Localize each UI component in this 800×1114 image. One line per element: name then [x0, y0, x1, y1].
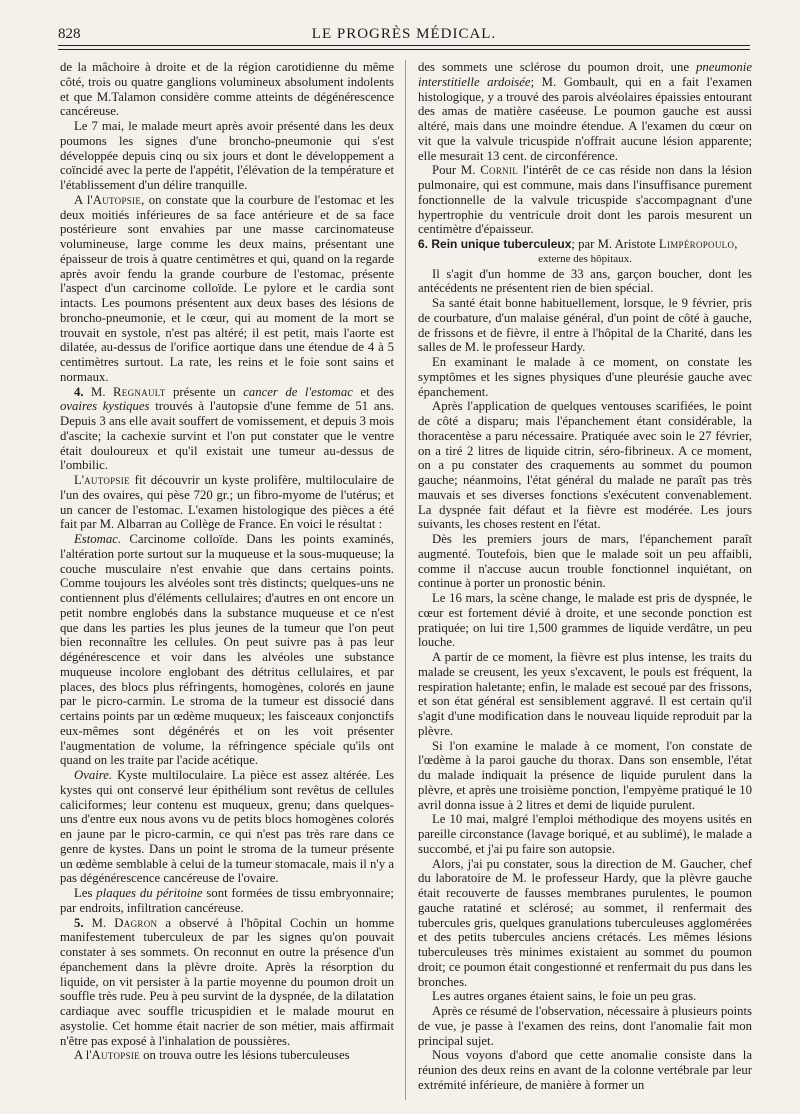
text-run: L'	[74, 473, 85, 487]
text-run: trouvés à l'autopsie d'une femme de 51 ans. Depuis 3 ans elle avait souffert de vomissement, et depuis 3 mois d'ascite; la cachexie survint et l'on put constater que le ventre était douloureux et qu'il existait une tumeur au-dessus de l'ombilic.	[60, 399, 394, 473]
page-header	[58, 24, 750, 44]
italic-term: ovaires kystiques	[60, 399, 150, 414]
text-run: M.	[83, 384, 113, 399]
text-run: , on constate que la courbure de l'estomac et les deux moitiés inférieures de sa face antérieure et de sa face postérieure sont envahies par une masse carcinomateuse volumineuse, large comme les deux mains, présentant une épaisseur de trois à quatre centimètres et qui, quand on la regarde après avoir fendu la grande courbure de l'estomac, présente l'aspect d'un carcinome colloïde. Le pylore et le cardia sont intacts. Les poumons présentent aux deux bases des lésions de broncho-pneumonie, et le cœur, qui au moment de la mort se trouvait en systole, n'est pas altéré; il est petit, mais l'aorte est dilatée, au-dessus de l'orifice aortique dans une étendue de 4 à 5 centimètres surtout. La rate, les reins et le foie sont sains et normaux.	[60, 192, 394, 384]
paragraph: Après l'application de quelques ventouses scarifiées, le point de côté a disparu; mais l'épanchement étant considérable, la thoracentèse a paru nécessaire. Pratiquée avec soin le 27 février, on a tiré 2 litres de liquide citrin, séro-fibrineux. A ce moment, on a pu constater des craquements au sommet du poumon gauche; néanmoins, l'état général du malade ne paraît pas très mauvais et ses diverses fonctions s'exécutent convenablement. La dyspnée fait défaut et la fièvre est modérée. Les jours suivants, les choses restent en l'état.	[418, 399, 752, 532]
section-number: 6.	[418, 237, 429, 251]
paragraph: Alors, j'ai pu constater, sous la direction de M. Gaucher, chef du laboratoire de M. le professeur Hardy, que la plèvre gauche était recouverte de fausses membranes purulentes, le poumon gauche ratatiné et sclérosé; au sommet, il renfermait des tubercules gris, quelques granulations tuberculeuses agglomérées et des petits tubercules anciens crétacés. Les mêmes lésions tuberculeuses très minimes existaient au sommet du poumon droit; ce poumon était congestionné et renfermait du pus dans les bronches.	[418, 856, 752, 989]
italic-term: pneumonie interstitielle ardoisée	[418, 60, 752, 89]
header-rule-thin	[58, 49, 750, 50]
paragraph	[60, 1048, 394, 1063]
section-heading: Rein unique tuberculeux	[428, 237, 572, 251]
paragraph: Si l'on examine le malade à ce moment, l'on constate de l'œdème à la paroi gauche du thorax. Dans son ensemble, l'état du malade indiquait la présence de liquide purulent dans la plèvre, et après une troisième ponction, l'empyème pratiqué le 10 avril donna issue à 2 litres et demi de liquide purulent.	[418, 738, 752, 812]
smallcaps-term: autopsie	[84, 473, 130, 487]
column-divider	[405, 60, 406, 1100]
text-run: présente un	[165, 384, 244, 399]
text-run: sont formées de tissu embryonnaire; par endroits, infiltration cancéreuse.	[60, 886, 394, 915]
paragraph: Le 16 mars, la scène change, le malade est pris de dyspnée, le cœur est fortement dévié à droite, et une seconde ponction est pratiquée; on lui tire 1,500 grammes de liquide verdâtre, un peu louche.	[418, 591, 752, 650]
text-run: ; par M. Aristote	[571, 237, 659, 251]
header-rule	[58, 45, 750, 46]
paragraph: Le 7 mai, le malade meurt après avoir présenté dans les deux poumons les signes d'une broncho-pneumonie qui s'est développée depuis cinq ou six jours et dont le développement a coïncidé avec la perte de l'appétit, l'élévation de la température et l'établissement d'un délire tranquille.	[60, 119, 394, 192]
text-run: A l'	[74, 192, 93, 207]
section-4-paragraph	[60, 385, 394, 474]
text-run: A l'	[74, 1048, 92, 1063]
text-run: Pour M.	[432, 163, 481, 178]
text-run: Kyste multiloculaire. La pièce est assez altérée. Les kystes qui ont conservé leur épithélium sont revêtus de cellules caliciformes; leur contenu est muqueux, grenu; dans quelques-uns d'entre eux nous avons vu de petits blocs homogènes colorés en jaune par le picro-carmin, ce qui n'est pas très rare dans ce genre de kystes. Dans un point le stroma de la tumeur présente un œdème semblable à celui de la tumeur stomacale, mais il n'y a pas dégénérescence cancéreuse de l'ovaire.	[60, 768, 394, 886]
italic-term: Ovaire.	[74, 768, 113, 782]
author-affiliation: externe des hôpitaux.	[538, 252, 632, 265]
italic-term: cancer de l'estomac	[243, 384, 353, 399]
paragraph	[60, 473, 394, 532]
text-run: Les	[74, 886, 97, 900]
text-run: l'intérêt de ce cas réside non dans la lésion pulmonaire, qui est commune, mais dans l'insuffisance purement fonctionnelle de la valvule tricuspide s'accompagnant d'une hypertrophie du ventricule droit dont les parois mesurent un centimètre d'épaisseur.	[418, 163, 752, 237]
paragraph	[418, 60, 752, 163]
smallcaps-term: Autopsie	[92, 192, 142, 207]
paragraph	[60, 768, 394, 886]
page-number: 828	[58, 26, 81, 42]
paragraph: A partir de ce moment, la fièvre est plus intense, les traits du malade se creusent, les yeux s'excavent, le pouls est fréquent, la respiration haletante; enfin, le malade est secoué par des frissons, et son état général est sensiblement aggravé. Il est certain qu'il s'agit d'une modification dans le nouveau liquide reproduit par la plèvre.	[418, 650, 752, 738]
left-column	[60, 60, 394, 1106]
italic-term: plaques du péritoine	[96, 886, 203, 900]
paragraph: de la mâchoire à droite et de la région carotidienne du même côté, trois ou quatre ganglions volumineux absolument indolents et que M.Talamon considère comme atteints de dégénérescence cancéreuse.	[60, 60, 394, 119]
author-name: Cornil	[480, 163, 519, 178]
smallcaps-term: Autopsie	[91, 1048, 140, 1063]
text-run: M.	[83, 915, 115, 930]
text-run: fit découvrir un kyste prolifère, multiloculaire de l'un des ovaires, qui pèse 720 gr.; un fibro-myome de l'utérus; et un cancer de l'estomac. L'examen histologique des pièces a été fait par M. Albarran au Collège de France. En voici le résultat :	[60, 473, 394, 532]
text-run: a observé à l'hôpital Cochin un homme manifestement tuberculeux de par les signes qu'on pouvait constater à ses sommets. On reconnut en outre la présence d'un épanchement dans la plèvre droite. Après la résorption du liquide, on vit persister à la partie moyenne du poumon droit un souffle très rude. Peu à peu survint de la dyspnée, de la dilatation cardiaque avec souffle tricuspidien et le malade mourut en asystolie. Cet homme était nacrier de son métier, mais affirmait n'être pas exposé à l'inhalation de poussières.	[60, 915, 394, 1048]
text-run: Carcinome colloïde. Dans les points examinés, l'altération porte surtout sur la muqueuse et la sous-muqueuse; la couche musculaire n'est envahie que dans certains points. Comme toujours les alvéoles sont très distincts; quelques-uns ne contiennent plus d'éléments cellulaires; d'autres en ont encore un petit nombre englobés dans la substance muqueuse et ce n'est que dans les parties les plus jeunes de la tumeur que l'on peut bien reconnaître les cellules. On peut suivre pas à pas leur dégénérescence et voir dans les alvéoles une substance muqueuse incolore englobant des détritus cellulaires, et par places, des blocs plus réfringents, homogènes, colorés en jaune par le picro-carmin. Le stroma de la tumeur est dissocié dans certains points par un œdème muqueux; les faisceaux conjonctifs eux-mêmes sont dégénérés et on les voit présenter l'augmentation de volume, la réfringence spéciale qu'ils ont quand on les traite par l'acide acétique.	[60, 532, 394, 768]
author-name: Limpéropoulo	[658, 237, 735, 251]
paragraph: En examinant le malade à ce moment, on constate les symptômes et les signes physiques d'une pleurésie gauche avec épanchement.	[418, 355, 752, 399]
paragraph: Nous voyons d'abord que cette anomalie consiste dans la réunion des deux reins en avant de la colonne vertébrale par leur extrémité inférieure, de manière à former un	[418, 1048, 752, 1092]
paragraph	[60, 886, 394, 916]
running-title: LE PROGRÈS MÉDICAL.	[311, 26, 497, 42]
section-number: 5.	[74, 915, 84, 930]
paragraph: Après ce résumé de l'observation, nécessaire à plusieurs points de vue, je passe à l'examen des reins, dont l'anomalie fait mon principal sujet.	[418, 1004, 752, 1048]
paragraph	[418, 163, 752, 237]
paragraph: Il s'agit d'un homme de 33 ans, garçon boucher, dont les antécédents ne présentent rien de bien spécial.	[418, 266, 752, 296]
text-run: des sommets une sclérose du poumon droit, une	[418, 60, 697, 74]
paragraph: Les autres organes étaient sains, le foie un peu gras.	[432, 989, 697, 1004]
text-run: ; M. Gombault, qui en a fait l'examen histologique, y a trouvé des parois alvéolaires épaissies entourant des amas de matière caséeuse. Le poumon gauche est aussi altéré, mais dans une moindre étendue. A l'examen du cœur on vit que la valvule tricuspide n'offrait aucune lésion apparente; elle mesurait 13 cent. de circonférence.	[418, 74, 752, 163]
paragraph: Dès les premiers jours de mars, l'épanchement paraît augmenté. Toutefois, bien que le malade soit un peu affaibli, comme il n'accuse aucun trouble fonctionnel inquiétant, on continue à porter un pronostic bénin.	[418, 532, 752, 591]
paragraph: Sa santé était bonne habituellement, lorsque, le 9 février, pris de courbature, d'un malaise général, d'un point de côté à gauche, de frissons et de fièvre, il entre à l'hôpital de la Charité, dans les salles de M. le professeur Hardy.	[418, 296, 752, 355]
paragraph	[60, 193, 394, 385]
right-column	[418, 60, 752, 1106]
text-run: et des	[352, 384, 394, 399]
author-name: Regnault	[113, 384, 166, 399]
author-name: Dagron	[114, 915, 158, 930]
section-6-title: 6. Rein unique tuberculeux; par M. Aristote Limpéropoulo,	[418, 237, 738, 251]
paragraph	[60, 532, 394, 768]
section-number: 4.	[74, 384, 84, 399]
paragraph: Le 10 mai, malgré l'emploi méthodique des moyens usités en pareille circonstance (lavage boriqué, et au sublimé), le malade a succombé, et j'ai pu faire son autopsie.	[418, 812, 752, 856]
text-run: on trouva outre les lésions tuberculeuses	[139, 1048, 350, 1063]
italic-term: Estomac.	[74, 532, 122, 546]
section-5-paragraph	[60, 916, 394, 1049]
